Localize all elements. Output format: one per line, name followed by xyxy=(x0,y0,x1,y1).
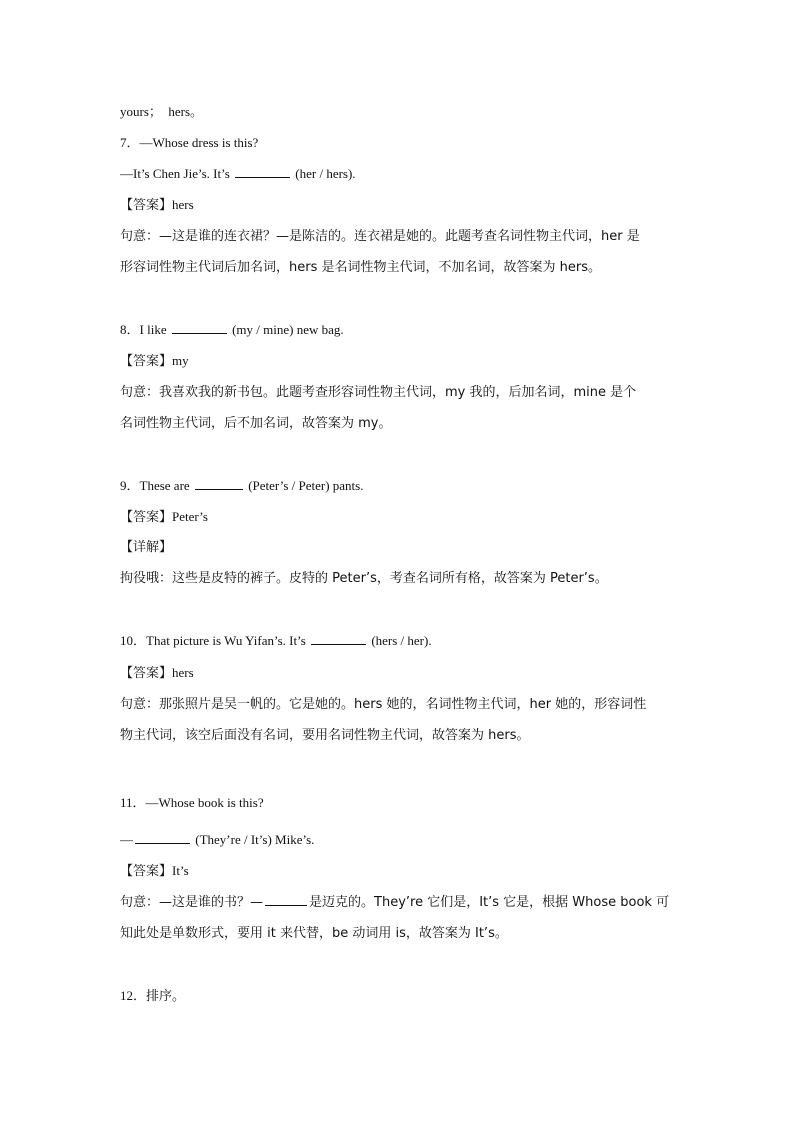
answer-label: 【答案】 xyxy=(120,666,173,681)
explanation-text: 句意：—这是谁的连衣裙？—是陈洁的。连衣裙是她的。此题考查名词性物主代词，her 是 xyxy=(120,229,640,244)
question-text: —It’s Chen Jie’s. It’s xyxy=(120,166,230,181)
question-9-detail-label xyxy=(120,538,676,558)
question-7-explanation-cont xyxy=(120,258,676,278)
answer-blank xyxy=(135,830,190,844)
question-number: 10． xyxy=(120,633,147,648)
question-9-explanation xyxy=(120,569,676,589)
question-7-prompt xyxy=(120,133,676,153)
question-12-prompt xyxy=(120,986,676,1007)
question-7-fill xyxy=(120,164,676,184)
answer-value: It’s xyxy=(172,863,189,878)
answer-label: 【答案】 xyxy=(120,354,173,369)
question-11-explanation xyxy=(120,892,676,913)
question-text: —Whose book is this? xyxy=(145,795,264,810)
question-options: (hers / her). xyxy=(371,633,432,648)
answer-blank xyxy=(195,476,243,490)
question-10-prompt xyxy=(120,631,676,651)
question-options: (my / mine) new bag. xyxy=(232,322,344,337)
answer-blank xyxy=(311,631,366,645)
question-7-answer xyxy=(120,195,676,216)
detail-label: 【详解】 xyxy=(120,540,173,555)
question-8-prompt xyxy=(120,320,676,340)
question-11-prompt xyxy=(120,793,676,813)
explanation-text: 拘役哦：这些是皮特的裤子。皮特的 Peter’s，考查名词所有格，故答案为 Peter’s。 xyxy=(120,571,608,586)
answer-continuation xyxy=(120,102,676,122)
question-text: 排序。 xyxy=(146,989,186,1004)
answer-blank xyxy=(172,320,227,334)
question-10-answer xyxy=(120,663,676,684)
question-8-explanation-cont xyxy=(120,414,676,434)
question-options: (her / hers). xyxy=(295,166,356,181)
explanation-text: 名词性物主代词，后不加名词，故答案为 my。 xyxy=(120,416,392,431)
question-number: 12． xyxy=(120,988,147,1003)
answer-value: hers xyxy=(172,197,194,212)
question-options: (They’re / It’s) Mike’s. xyxy=(195,832,315,847)
question-text: I like xyxy=(139,322,167,337)
question-text: That picture is Wu Yifan’s. It’s xyxy=(146,633,306,648)
explanation-text: 句意：—这是谁的书？— xyxy=(120,895,264,910)
question-11-answer xyxy=(120,861,676,882)
answer-value: hers xyxy=(172,665,194,680)
question-10-explanation xyxy=(120,695,676,715)
question-10-explanation-cont xyxy=(120,726,676,746)
answer-text: yours； hers。 xyxy=(120,104,204,119)
answer-label: 【答案】 xyxy=(120,864,173,879)
answer-blank xyxy=(265,892,307,906)
question-number: 9． xyxy=(120,478,140,493)
answer-value: Peter’s xyxy=(172,509,208,524)
answer-blank xyxy=(235,164,290,178)
answer-value: my xyxy=(172,353,189,368)
explanation-text: 形容词性物主代词后加名词，hers 是名词性物主代词，不加名词，故答案为 hers。 xyxy=(120,260,601,275)
explanation-text: 是迈克的。They’re 它们是，It’s 它是，根据 Whose book 可 xyxy=(309,895,670,910)
question-9-prompt xyxy=(120,476,676,496)
question-text: These are xyxy=(139,478,190,493)
question-text: — xyxy=(120,832,133,847)
question-9-answer xyxy=(120,507,676,528)
question-options: (Peter’s / Peter) pants. xyxy=(248,478,364,493)
question-number: 8． xyxy=(120,322,140,337)
answer-label: 【答案】 xyxy=(120,198,173,213)
question-11-explanation-cont xyxy=(120,924,676,944)
question-11-fill xyxy=(120,830,676,850)
question-number: 7． xyxy=(120,135,140,150)
question-8-explanation xyxy=(120,383,676,403)
question-text: —Whose dress is this? xyxy=(139,135,259,150)
explanation-text: 句意：我喜欢我的新书包。此题考查形容词性物主代词，my 我的，后加名词，mine 是个 xyxy=(120,385,637,400)
answer-label: 【答案】 xyxy=(120,510,173,525)
explanation-text: 物主代词，该空后面没有名词，要用名词性物主代词，故答案为 hers。 xyxy=(120,728,530,743)
explanation-text: 句意：那张照片是吴一帆的。它是她的。hers 她的，名词性物主代词，her 她的，形容词性 xyxy=(120,697,647,712)
explanation-text: 知此处是单数形式，要用 it 来代替，be 动词用 is，故答案为 It’s。 xyxy=(120,926,508,941)
question-number: 11． xyxy=(120,795,146,810)
question-7-explanation xyxy=(120,227,676,247)
question-8-answer xyxy=(120,351,676,372)
